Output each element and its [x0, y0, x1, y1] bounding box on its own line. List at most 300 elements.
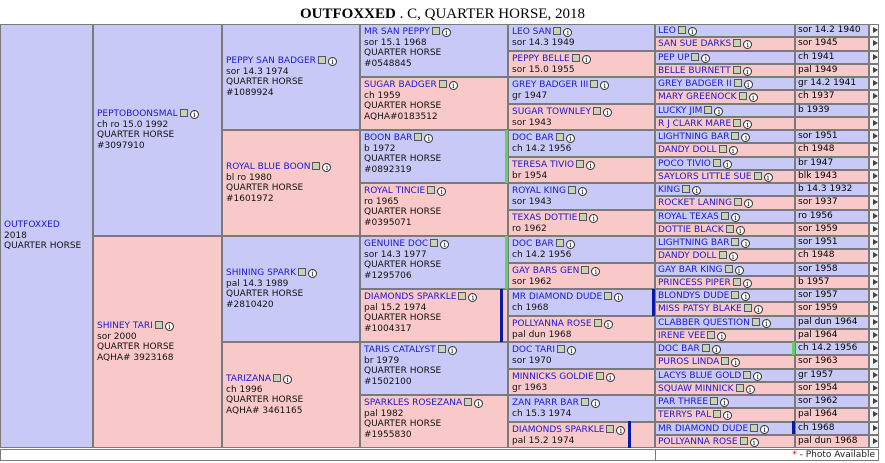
- horse-detail: pal 15.2 1974: [364, 302, 427, 313]
- pedigree-cell: [508, 183, 655, 210]
- horse-detail: gr 1963: [512, 382, 548, 393]
- expand-arrow-icon[interactable]: [869, 51, 879, 64]
- expand-arrow-icon[interactable]: [869, 77, 879, 90]
- horse-name-link[interactable]: SAN SUE DARKS: [658, 39, 732, 49]
- info-icon[interactable]: i: [741, 292, 750, 301]
- camera-icon[interactable]: [273, 374, 281, 382]
- horse-name-link[interactable]: KING: [658, 185, 681, 195]
- footer-spacer: [0, 449, 655, 461]
- horse-info: sor 1937: [795, 196, 869, 210]
- info-icon[interactable]: i: [735, 266, 744, 275]
- expand-arrow-icon[interactable]: [869, 422, 879, 435]
- horse-name-line: [512, 372, 651, 383]
- info-icon[interactable]: i: [764, 173, 773, 182]
- camera-icon[interactable]: [594, 319, 602, 327]
- info-icon[interactable]: i: [566, 134, 575, 143]
- camera-icon[interactable]: [572, 54, 580, 62]
- camera-icon[interactable]: [596, 372, 604, 380]
- camera-icon[interactable]: [427, 186, 435, 194]
- page-title: [0, 6, 885, 23]
- horse-name-line: [97, 321, 218, 332]
- info-icon[interactable]: i: [589, 214, 598, 223]
- pedigree-cell-gen5: [655, 51, 795, 64]
- horse-name-link[interactable]: LEO SAN: [512, 27, 552, 37]
- horse-name-line: [364, 133, 504, 144]
- pedigree-cell: [508, 395, 655, 422]
- horse-name-link[interactable]: MR DIAMOND DUDE: [512, 292, 603, 302]
- horse-name-link[interactable]: ROYAL KING: [512, 186, 566, 196]
- camera-icon[interactable]: [568, 186, 576, 194]
- info-icon[interactable]: i: [600, 81, 609, 90]
- pedigree-cell: [508, 104, 655, 130]
- horse-name-link[interactable]: R J CLARK MARE: [658, 119, 732, 129]
- horse-name-link[interactable]: PRINCESS PIPER: [658, 278, 731, 288]
- info-icon[interactable]: i: [692, 186, 701, 195]
- info-icon[interactable]: i: [729, 252, 738, 261]
- horse-name-link[interactable]: SUGAR BADGER: [364, 80, 437, 90]
- horse-name-link[interactable]: ROYAL TINCIE: [364, 186, 426, 196]
- expand-arrow-icon[interactable]: [869, 289, 879, 302]
- pedigree-cell-gen5: [655, 24, 795, 37]
- horse-name-link[interactable]: TERRYS PAL: [658, 410, 712, 420]
- info-icon[interactable]: i: [424, 134, 433, 143]
- horse-detail: br 1954: [512, 170, 548, 181]
- horse-detail: #1601972: [226, 193, 274, 204]
- horse-name-link[interactable]: PEPTOBOONSMAL: [97, 109, 178, 119]
- camera-icon[interactable]: [678, 26, 686, 34]
- expand-arrow-icon[interactable]: [869, 302, 879, 316]
- info-icon[interactable]: i: [743, 279, 752, 288]
- pedigree-cell: [222, 24, 360, 130]
- horse-name-line: [512, 239, 651, 250]
- horse-detail: QUARTER HORSE: [364, 154, 442, 164]
- horse-name-link[interactable]: SHINEY TARI: [97, 321, 153, 331]
- info-icon[interactable]: i: [606, 373, 615, 382]
- camera-icon[interactable]: [739, 92, 747, 100]
- info-icon[interactable]: i: [712, 345, 721, 354]
- info-icon[interactable]: i: [701, 54, 710, 63]
- horse-detail: QUARTER HORSE: [226, 183, 304, 193]
- info-icon[interactable]: i: [741, 239, 750, 248]
- horse-detail: bl ro 1980: [226, 172, 272, 183]
- info-icon[interactable]: i: [567, 346, 576, 355]
- info-icon[interactable]: i: [720, 398, 729, 407]
- camera-icon[interactable]: [682, 185, 690, 193]
- horse-name-line: [512, 107, 651, 118]
- info-icon[interactable]: i: [604, 320, 613, 329]
- horse-info: b 1939: [795, 104, 869, 117]
- horse-name-line: [512, 345, 651, 356]
- expand-arrow-icon[interactable]: [869, 24, 879, 37]
- info-icon[interactable]: i: [442, 28, 451, 37]
- camera-icon[interactable]: [312, 162, 320, 170]
- camera-icon[interactable]: [439, 80, 447, 88]
- expand-arrow-icon[interactable]: [869, 435, 879, 448]
- horse-name-link[interactable]: ROYAL TEXAS: [658, 212, 719, 222]
- info-icon[interactable]: i: [616, 426, 625, 435]
- camera-icon[interactable]: [553, 27, 561, 35]
- info-icon[interactable]: i: [468, 293, 477, 302]
- horse-name-link[interactable]: TERESA TIVIO: [512, 160, 575, 170]
- camera-icon[interactable]: [734, 79, 742, 87]
- expand-arrow-icon[interactable]: [869, 395, 879, 408]
- expand-arrow-icon[interactable]: [869, 342, 879, 355]
- info-icon[interactable]: i: [729, 146, 738, 155]
- camera-icon[interactable]: [726, 225, 734, 233]
- horse-name-link[interactable]: BELLE BURNETT: [658, 66, 731, 76]
- info-icon[interactable]: i: [582, 55, 591, 64]
- horse-name-link[interactable]: GREY BADGER III: [512, 80, 589, 90]
- expand-arrow-icon[interactable]: [869, 90, 879, 104]
- info-icon[interactable]: i: [328, 57, 337, 66]
- horse-detail: pal 1982: [364, 408, 404, 419]
- pedigree-cell: [508, 263, 655, 289]
- horse-name-link[interactable]: BLONDYS DUDE: [658, 291, 730, 301]
- pedigree-cell: [508, 77, 655, 104]
- camera-icon[interactable]: [430, 239, 438, 247]
- horse-name-link[interactable]: POLLYANNA ROSE: [512, 319, 592, 329]
- info-icon[interactable]: i: [474, 399, 483, 408]
- horse-name-link[interactable]: LEO: [658, 26, 676, 36]
- horse-name-link[interactable]: DANDY DOLL: [658, 145, 717, 155]
- expand-arrow-icon[interactable]: [869, 64, 879, 77]
- horse-name-link[interactable]: ROYAL BLUE BOON: [226, 162, 311, 172]
- camera-icon[interactable]: [604, 292, 612, 300]
- info-icon[interactable]: i: [563, 28, 572, 37]
- info-icon[interactable]: i: [750, 438, 759, 447]
- pedigree-cell-gen5: [655, 90, 795, 104]
- info-icon[interactable]: i: [566, 240, 575, 249]
- horse-detail: #2810420: [226, 299, 274, 310]
- camera-icon[interactable]: [740, 437, 748, 445]
- horse-info: sor 1957: [795, 289, 869, 302]
- camera-icon[interactable]: [180, 109, 188, 117]
- expand-arrow-icon[interactable]: [869, 37, 879, 51]
- expand-arrow-icon[interactable]: [869, 316, 879, 329]
- expand-arrow-icon[interactable]: [869, 210, 879, 223]
- pedigree-cell-gen5: [655, 170, 795, 183]
- horse-name-link[interactable]: TEXAS DOTTIE: [512, 213, 578, 223]
- pedigree-cell-gen5: [655, 104, 795, 117]
- camera-icon[interactable]: [713, 159, 721, 167]
- camera-icon[interactable]: [557, 345, 565, 353]
- horse-name-link[interactable]: LUCKY JIM: [658, 106, 703, 116]
- horse-name-link[interactable]: LIGHTNING BAR: [658, 132, 730, 142]
- horse-name-link[interactable]: SHINING SPARK: [226, 268, 296, 278]
- horse-info: sor 1959: [795, 223, 869, 236]
- camera-icon[interactable]: [155, 321, 163, 329]
- pedigree-cell: [222, 236, 360, 342]
- pedigree-cell: [360, 130, 508, 183]
- horse-detail: AQHA# 3923168: [97, 352, 174, 363]
- horse-name-link[interactable]: SAYLORS LITTLE SUE: [658, 172, 752, 182]
- horse-name-link[interactable]: DOC TARI: [512, 345, 556, 355]
- horse-name-line: [512, 292, 651, 303]
- horse-name-link[interactable]: LACYS BLUE GOLD: [658, 371, 742, 381]
- horse-name-line: [364, 27, 504, 38]
- info-icon[interactable]: i: [736, 226, 745, 235]
- info-icon[interactable]: i: [449, 81, 458, 90]
- expand-arrow-icon[interactable]: [869, 170, 879, 183]
- horse-name-line: [512, 266, 651, 277]
- expand-arrow-icon[interactable]: [869, 382, 879, 395]
- camera-icon[interactable]: [731, 132, 739, 140]
- horse-detail: #1502100: [364, 376, 412, 387]
- horse-detail: QUARTER HORSE: [226, 77, 304, 87]
- info-icon[interactable]: i: [723, 160, 732, 169]
- subject-name-link[interactable]: OUTFOXXED: [4, 220, 60, 231]
- info-icon[interactable]: i: [762, 319, 771, 328]
- horse-detail: QUARTER HORSE: [4, 241, 82, 252]
- horse-detail: ch 14.2 1956: [512, 143, 572, 154]
- expand-arrow-icon[interactable]: [869, 355, 879, 369]
- horse-name-link[interactable]: DOC BAR: [512, 133, 554, 143]
- camera-icon[interactable]: [713, 410, 721, 418]
- camera-icon[interactable]: [719, 251, 727, 259]
- info-icon[interactable]: i: [591, 399, 600, 408]
- camera-icon[interactable]: [744, 304, 752, 312]
- expand-arrow-icon[interactable]: [869, 196, 879, 210]
- inbreeding-marker: [652, 289, 655, 316]
- expand-arrow-icon[interactable]: [869, 117, 879, 130]
- camera-icon[interactable]: [704, 106, 712, 114]
- horse-name-link[interactable]: DANDY DOLL: [658, 251, 717, 261]
- camera-icon[interactable]: [414, 133, 422, 141]
- pedigree-cell: [508, 369, 655, 395]
- camera-icon[interactable]: [707, 331, 715, 339]
- info-icon[interactable]: i: [603, 108, 612, 117]
- camera-icon[interactable]: [752, 318, 760, 326]
- expand-arrow-icon[interactable]: [869, 157, 879, 170]
- camera-icon[interactable]: [721, 357, 729, 365]
- pedigree-cell: [360, 342, 508, 395]
- camera-icon[interactable]: [581, 398, 589, 406]
- horse-name-link[interactable]: PEPPY BELLE: [512, 54, 570, 64]
- camera-icon[interactable]: [576, 160, 584, 168]
- horse-name-link[interactable]: MR SAN PEPPY: [364, 27, 430, 37]
- camera-icon[interactable]: [733, 278, 741, 286]
- horse-name-link[interactable]: DOC BAR: [512, 239, 554, 249]
- pedigree-cell-gen5: [655, 210, 795, 223]
- camera-icon[interactable]: [736, 384, 744, 392]
- expand-arrow-icon[interactable]: [869, 223, 879, 236]
- pedigree-cell: [222, 342, 360, 448]
- horse-detail: sor 2000: [97, 331, 137, 342]
- info-icon[interactable]: i: [322, 163, 331, 172]
- horse-name-link[interactable]: GREY BADGER II: [658, 79, 732, 89]
- info-icon[interactable]: i: [743, 40, 752, 49]
- horse-name-link[interactable]: GAY BAR KING: [658, 265, 723, 275]
- horse-info: ch 1937: [795, 90, 869, 104]
- pedigree-cell: [508, 51, 655, 77]
- horse-name-line: [364, 292, 504, 303]
- info-icon[interactable]: i: [165, 322, 174, 331]
- horse-name-link[interactable]: MARY GREENOCK: [658, 92, 737, 102]
- pedigree-cell: [508, 236, 655, 263]
- expand-arrow-icon[interactable]: [869, 369, 879, 382]
- info-icon[interactable]: i: [749, 93, 758, 102]
- horse-detail: #1004317: [364, 323, 412, 334]
- horse-detail: QUARTER HORSE: [364, 260, 442, 270]
- horse-name-link[interactable]: MISS PATSY BLAKE: [658, 304, 742, 314]
- camera-icon[interactable]: [710, 397, 718, 405]
- expand-arrow-icon[interactable]: [869, 263, 879, 276]
- horse-name-link[interactable]: SUGAR TOWNLEY: [512, 107, 591, 117]
- info-icon[interactable]: i: [614, 293, 623, 302]
- expand-arrow-icon[interactable]: [869, 408, 879, 422]
- horse-name-link[interactable]: SQUAW MINNICK: [658, 384, 734, 394]
- info-icon[interactable]: i: [591, 267, 600, 276]
- camera-icon[interactable]: [743, 371, 751, 379]
- horse-name-link[interactable]: LIGHTNING BAR: [658, 238, 730, 248]
- expand-arrow-icon[interactable]: [869, 130, 879, 143]
- expand-arrow-icon[interactable]: [869, 143, 879, 157]
- info-icon[interactable]: i: [717, 332, 726, 341]
- camera-icon[interactable]: [590, 80, 598, 88]
- horse-name-link[interactable]: GAY BARS GEN: [512, 266, 580, 276]
- horse-detail: ch 14.2 1956: [512, 249, 572, 260]
- horse-detail: QUARTER HORSE: [364, 207, 442, 217]
- camera-icon[interactable]: [606, 425, 614, 433]
- horse-name-link[interactable]: CLABBER QUESTION: [658, 318, 750, 328]
- horse-name-link[interactable]: GENUINE DOC: [364, 239, 429, 249]
- horse-name-link[interactable]: TARIS CATALYST: [364, 345, 436, 355]
- camera-icon[interactable]: [593, 107, 601, 115]
- expand-arrow-icon[interactable]: [869, 276, 879, 289]
- camera-icon[interactable]: [691, 53, 699, 61]
- camera-icon[interactable]: [733, 39, 741, 47]
- camera-icon[interactable]: [298, 268, 306, 276]
- pedigree-cell-gen5: [655, 37, 795, 51]
- horse-name-link[interactable]: DOC BAR: [658, 344, 700, 354]
- horse-info: pal 1964: [795, 408, 869, 422]
- pedigree-cell: [360, 289, 508, 342]
- pedigree-chart: [0, 24, 885, 448]
- horse-detail: ro 1965: [364, 196, 399, 207]
- horse-info: ch 1948: [795, 143, 869, 157]
- horse-name-link[interactable]: BOON BAR: [364, 133, 413, 143]
- horse-name-link[interactable]: ZAN PARR BAR: [512, 398, 579, 408]
- camera-icon[interactable]: [556, 239, 564, 247]
- info-icon[interactable]: i: [283, 375, 292, 384]
- camera-icon[interactable]: [556, 133, 564, 141]
- horse-name-link[interactable]: DOTTIE BLACK: [658, 225, 724, 235]
- horse-detail: sor 14.3 1974: [226, 66, 289, 77]
- pedigree-cell: [508, 130, 655, 157]
- info-icon[interactable]: i: [743, 120, 752, 129]
- horse-info: ch 14.2 1956: [795, 342, 869, 355]
- camera-icon[interactable]: [731, 238, 739, 246]
- camera-icon[interactable]: [754, 172, 762, 180]
- camera-icon[interactable]: [464, 398, 472, 406]
- horse-name-link[interactable]: PUROS LINDA: [658, 357, 720, 367]
- camera-icon[interactable]: [438, 345, 446, 353]
- horse-detail: AQHA# 3461165: [226, 405, 303, 416]
- camera-icon[interactable]: [458, 292, 466, 300]
- horse-info: b 14.3 1932: [795, 183, 869, 196]
- info-icon[interactable]: i: [437, 187, 446, 196]
- horse-name-link[interactable]: POCO TIVIO: [658, 159, 711, 169]
- expand-arrow-icon[interactable]: [869, 329, 879, 342]
- pedigree-cell-gen5: [655, 369, 795, 382]
- camera-icon[interactable]: [750, 424, 758, 432]
- camera-icon[interactable]: [734, 198, 742, 206]
- info-icon[interactable]: i: [741, 133, 750, 142]
- camera-icon[interactable]: [733, 66, 741, 74]
- horse-name-link[interactable]: SPARKLES ROSEZANA: [364, 398, 463, 408]
- info-icon[interactable]: i: [586, 161, 595, 170]
- horse-name-link[interactable]: PEP UP: [658, 53, 690, 63]
- camera-icon[interactable]: [719, 145, 727, 153]
- camera-icon[interactable]: [579, 213, 587, 221]
- info-icon[interactable]: i: [754, 305, 763, 314]
- info-icon[interactable]: i: [743, 67, 752, 76]
- info-icon[interactable]: i: [190, 110, 199, 119]
- photo-legend-text: - Photo Available: [796, 450, 875, 460]
- horse-name-line: [364, 239, 504, 250]
- horse-name-link[interactable]: TARIZANA: [226, 374, 272, 384]
- expand-arrow-icon[interactable]: [869, 249, 879, 263]
- horse-info: sor 1945: [795, 37, 869, 51]
- horse-name-link[interactable]: MR DIAMOND DUDE: [658, 424, 749, 434]
- horse-name-link[interactable]: MINNICKS GOLDIE: [512, 372, 594, 382]
- camera-icon[interactable]: [581, 266, 589, 274]
- camera-icon[interactable]: [721, 212, 729, 220]
- info-icon[interactable]: i: [308, 269, 317, 278]
- expand-arrow-icon[interactable]: [869, 104, 879, 117]
- horse-name-link[interactable]: ROCKET LANING: [658, 198, 733, 208]
- info-icon[interactable]: i: [688, 27, 697, 36]
- horse-detail: #3097910: [97, 140, 145, 151]
- horse-name-line: [512, 186, 651, 197]
- horse-name-link[interactable]: POLLYANNA ROSE: [658, 437, 738, 447]
- horse-name-link[interactable]: PAR THREE: [658, 397, 709, 407]
- horse-info: sor 1951: [795, 130, 869, 143]
- info-icon[interactable]: i: [731, 213, 740, 222]
- horse-name-link[interactable]: IRENE VEE: [658, 331, 706, 341]
- info-icon[interactable]: i: [578, 187, 587, 196]
- horse-info: blk 1943: [795, 170, 869, 183]
- info-icon[interactable]: i: [440, 240, 449, 249]
- info-icon[interactable]: i: [714, 107, 723, 116]
- horse-name-link[interactable]: DIAMONDS SPARKLE: [512, 425, 605, 435]
- camera-icon[interactable]: [725, 265, 733, 273]
- camera-icon[interactable]: [731, 291, 739, 299]
- info-icon[interactable]: i: [744, 199, 753, 208]
- horse-info: sor 1954: [795, 382, 869, 395]
- info-icon[interactable]: i: [760, 425, 769, 434]
- info-icon[interactable]: i: [723, 411, 732, 420]
- camera-icon[interactable]: [733, 119, 741, 127]
- inbreeding-marker: [505, 130, 508, 183]
- info-icon[interactable]: i: [753, 372, 762, 381]
- expand-arrow-icon[interactable]: [869, 236, 879, 249]
- camera-icon[interactable]: [318, 56, 326, 64]
- info-icon[interactable]: i: [744, 80, 753, 89]
- camera-icon[interactable]: [432, 27, 440, 35]
- expand-arrow-icon[interactable]: [869, 183, 879, 196]
- horse-name-link[interactable]: PEPPY SAN BADGER: [226, 56, 316, 66]
- horse-info: sor 1951: [795, 236, 869, 249]
- pedigree-cell-gen5: [655, 117, 795, 130]
- horse-detail: QUARTER HORSE: [364, 366, 442, 376]
- info-icon[interactable]: i: [731, 358, 740, 367]
- horse-name-link[interactable]: DIAMONDS SPARKLE: [364, 292, 457, 302]
- pedigree-cell-gen5: [655, 183, 795, 196]
- camera-icon[interactable]: [702, 344, 710, 352]
- info-icon[interactable]: i: [746, 385, 755, 394]
- info-icon[interactable]: i: [448, 346, 457, 355]
